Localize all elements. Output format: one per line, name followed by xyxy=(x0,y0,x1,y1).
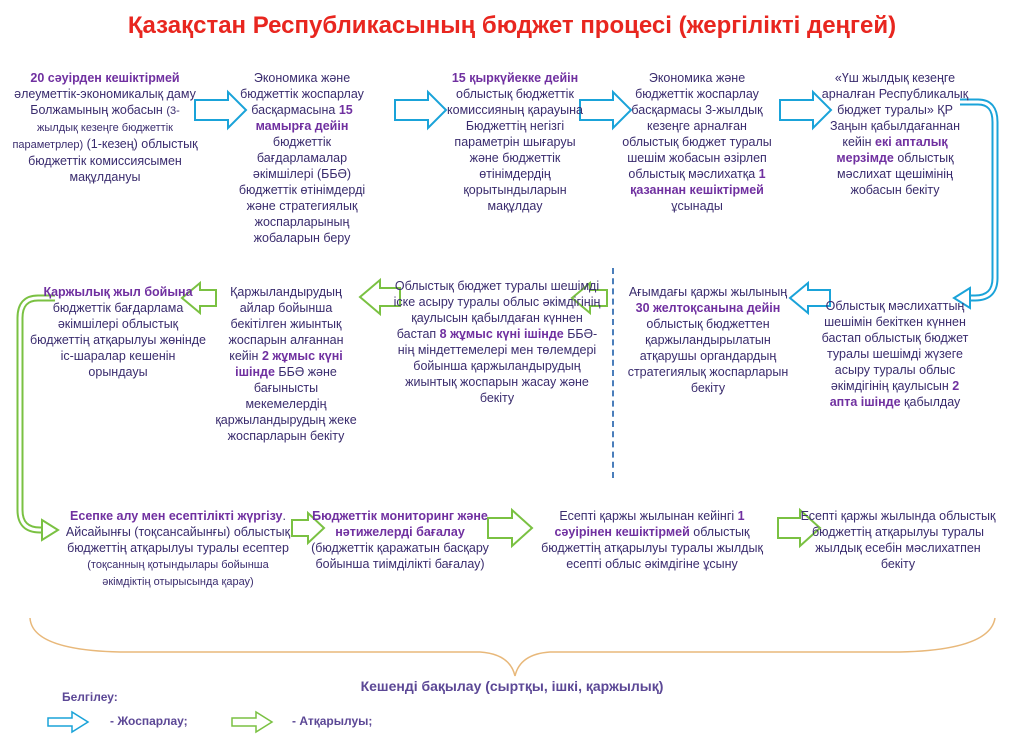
step-3-text: облыстық бюджеттік комиссияның қарауына Бюджеттің негізгі параметрін шығаруы және бюджеттік өтінімдердің қорытындыларын мақұлдау xyxy=(447,87,583,213)
step-6 xyxy=(820,298,970,410)
page-title: Қазақстан Республикасының бюджет процесі (жергілікті деңгей) xyxy=(127,12,897,39)
step-7 xyxy=(626,284,790,396)
legend-planning-arrow xyxy=(48,712,88,732)
step-6-deadline: 2 апта ішінде xyxy=(829,379,960,409)
step-11-title: Есепке алу мен есептілікті жүргізу xyxy=(70,509,283,523)
step-13-text-end: облыстық бюджеттің атқарылуы туралы жылдық есепті облыс әкімдігіне ұсыну xyxy=(541,525,763,571)
legend-title: Белгілеу: xyxy=(62,690,118,704)
separator-line xyxy=(612,268,614,478)
step-4-deadline: 1 қазаннан кешіктірмей xyxy=(630,167,766,197)
step-4-text-end: ұсынады xyxy=(671,199,723,213)
step-11 xyxy=(62,508,294,590)
step-10-deadline: Қаржылық жыл бойына xyxy=(43,285,193,299)
step-1-deadline: 20 сәуірден кешіктірмей xyxy=(30,71,180,85)
step-12 xyxy=(300,508,500,572)
step-5 xyxy=(820,70,970,198)
step-2-text-end: бюджеттік бағдарламалар әкімшілері (ББӘ) бюджеттік өтінімдерді және стратегиялық жоспарларының жобаларын беру xyxy=(238,135,366,245)
execution-connector-head xyxy=(42,520,58,540)
step-12-title: Бюджеттік мониторинг және нәтижелерді бағалау xyxy=(312,509,488,539)
step-6-text-end: қабылдау xyxy=(900,395,961,409)
step-2 xyxy=(232,70,372,246)
step-1-text: әлеуметтік-экономикалық даму Болжамының жобасын xyxy=(14,87,196,117)
step-3 xyxy=(446,70,584,214)
step-7-text-end: облыстық бюджеттен қаржыландырылатын атқарушы органдардың стратегиялық жоспарларын бекіту xyxy=(627,317,789,395)
step-5-text-end: облыстық мәслихат щешімінің жобасын бекіту xyxy=(837,151,954,197)
step-2-text: Экономика және бюджеттік жоспарлау басқармасына xyxy=(240,71,364,117)
control-brace xyxy=(30,618,995,676)
step-3-deadline: 15 қыркүйекке дейін xyxy=(451,71,579,85)
step-9-text-end: ББӘ және бағынысты мекемелердің қаржыландырудың жеке жоспарларын бекіту xyxy=(215,365,357,443)
step-10-text: бюджеттік бағдарлама әкімшілері облыстық бюджеттің атқарылуы жөнінде іс-шаралар кешенін орындауы xyxy=(30,301,206,379)
step-9-text: Қаржыландырудың айлар бойынша бекітілген жиынтық жоспарын алғаннан кейін xyxy=(228,285,344,363)
step-9-deadline: 2 жұмыс күні ішінде xyxy=(235,349,343,379)
step-8-text-end: ББӘ-нің міндеттемелері мен төлемдері бойынша қаржыландырудың жиынтық жоспарын жасау және бекіту xyxy=(397,327,598,405)
step-5-text: «Үш жылдық кезеңге арналған Республикалық бюджет туралы» ҚР Заңын қабылдағаннан кейін xyxy=(821,71,969,149)
step-1 xyxy=(12,70,198,185)
step-8-text: Облыстық бюджет туралы шешімді іске асыру туралы облыс әкімдігінің қаулысын қабылдаған күннен бастап xyxy=(393,279,601,341)
step-1-text-end: (1-кезең) облыстық бюджеттік комиссиясымен мақұлдануы xyxy=(28,137,198,184)
legend-planning-label: - Жоспарлау; xyxy=(110,714,188,728)
step-13 xyxy=(534,508,770,572)
step-14 xyxy=(800,508,996,572)
step-9 xyxy=(214,284,358,444)
step-8-deadline: 8 жұмыс күні ішінде xyxy=(439,327,564,341)
step-4 xyxy=(622,70,772,214)
step-8 xyxy=(392,278,602,406)
planning-arrow-2 xyxy=(395,92,446,128)
step-11-note: (тоқсанның қотындылары бойынша әкімдіктің отырысында қарау) xyxy=(87,559,269,588)
step-7-deadline: 30 желтоқсанына дейін xyxy=(635,301,781,315)
step-1-note: (3-жылдық кезеңге бюджеттік параметрлер) xyxy=(12,105,180,151)
step-10 xyxy=(30,284,206,380)
step-11-text: . Айсайынғы (тоқсансайынғы) облыстық бюджеттің атқарылуы туралы есептер xyxy=(65,509,291,555)
step-2-deadline: 15 мамырға дейін xyxy=(255,103,353,133)
step-14-text: Есепті қаржы жылында облыстық бюджеттің атқарылуы туралы жылдық есебін мәслихатпен бекіту xyxy=(800,509,996,571)
step-6-text: Облыстық мәслихаттың шешімін бекіткен күннен бастап облыстық бюджет туралы шешімді жүзеге асыру туралы облыс әкімдігінің қаулысын xyxy=(821,299,969,393)
brace-label: Кешенді бақылау (сыртқы, ішкі, қаржылық) xyxy=(360,678,664,694)
step-13-text: Есепті қаржы жылынан кейінгі xyxy=(559,509,738,523)
step-7-text: Ағымдағы қаржы жылының xyxy=(628,285,788,299)
step-12-text: (бюджеттік қаражатын басқару бойынша тиімділікті бағалау) xyxy=(311,541,489,571)
step-4-text: Экономика және бюджеттік жоспарлау басқармасы 3-жылдық кезеңге арналған облыстық бюджет туралы шешім жобасын әзірлеп облыстық мәслихатқа xyxy=(622,71,772,181)
legend-execution-arrow xyxy=(232,712,272,732)
step-13-deadline: 1 сәуірінен кешіктірмей xyxy=(554,509,745,539)
step-5-deadline: екі апталық мерзімде xyxy=(836,135,948,165)
legend-execution-label: - Атқарылуы; xyxy=(292,714,373,728)
